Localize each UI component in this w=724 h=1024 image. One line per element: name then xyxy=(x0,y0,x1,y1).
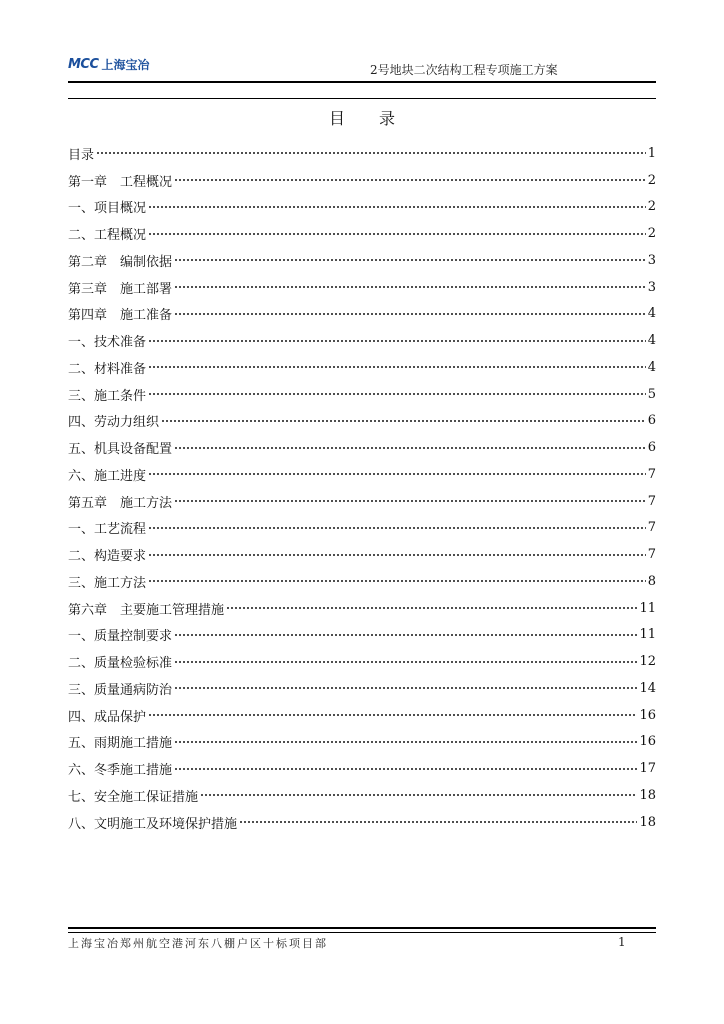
toc-entry-page: 14 xyxy=(639,680,656,696)
toc-dot-leader xyxy=(226,606,637,610)
toc-entry-page: 12 xyxy=(639,654,656,670)
toc-entry-label: 第五章 施工方法 xyxy=(68,495,173,511)
toc-entry-label: 三、质量通病防治 xyxy=(68,682,173,698)
toc-entry[interactable] xyxy=(68,595,656,622)
toc-dot-leader xyxy=(174,312,646,316)
toc-entry[interactable] xyxy=(68,381,656,408)
toc-entry-page: 3 xyxy=(647,279,656,295)
toc-entry-label: 一、项目概况 xyxy=(68,201,147,217)
toc-dot-leader xyxy=(148,526,646,530)
header-rule-thin xyxy=(68,98,656,99)
toc-dot-leader xyxy=(148,232,646,236)
footer-rule-thick xyxy=(68,927,656,929)
toc-dot-leader xyxy=(148,553,646,557)
toc-dot-leader xyxy=(174,258,646,262)
toc-dot-leader xyxy=(174,285,646,289)
toc-heading: 目录 xyxy=(328,109,429,128)
toc-entry-label: 五、雨期施工措施 xyxy=(68,736,173,752)
toc-entry[interactable] xyxy=(68,220,656,247)
toc-entry[interactable] xyxy=(68,702,656,729)
toc-entry-label: 二、质量检验标准 xyxy=(68,656,173,672)
toc-entry-page: 6 xyxy=(647,440,656,456)
toc-entry[interactable] xyxy=(68,755,656,782)
toc-dot-leader xyxy=(148,713,637,717)
toc-dot-leader xyxy=(148,392,646,396)
toc-dot-leader xyxy=(148,472,646,476)
toc-entry-label: 第二章 编制依据 xyxy=(68,254,173,270)
toc-entry-page: 18 xyxy=(639,814,656,830)
toc-entry[interactable] xyxy=(68,354,656,381)
toc-dot-leader xyxy=(174,767,637,771)
toc-entry[interactable] xyxy=(68,247,656,274)
toc-entry-label: 第四章 施工准备 xyxy=(68,308,173,324)
footer-rule-thin xyxy=(68,932,656,933)
toc-dot-leader xyxy=(174,740,637,744)
toc-entry[interactable] xyxy=(68,488,656,515)
toc-entry-page: 16 xyxy=(639,707,656,723)
toc-entry[interactable] xyxy=(68,327,656,354)
toc-entry-label: 二、构造要求 xyxy=(68,549,147,565)
footer-page-number: 1 xyxy=(618,935,626,949)
toc-entry-label: 二、工程概况 xyxy=(68,228,147,244)
toc-entry-label: 三、施工方法 xyxy=(68,575,147,591)
toc-entry-page: 4 xyxy=(647,306,656,322)
toc-entry[interactable] xyxy=(68,140,656,167)
toc-entry-label: 六、冬季施工措施 xyxy=(68,763,173,779)
toc-entry-page: 8 xyxy=(647,573,656,589)
toc-entry-page: 7 xyxy=(647,520,656,536)
toc-entry-label: 第三章 施工部署 xyxy=(68,281,173,297)
toc-entry-page: 3 xyxy=(647,252,656,268)
toc-dot-leader xyxy=(148,365,646,369)
toc-entry[interactable] xyxy=(68,809,656,836)
toc-entry-page: 6 xyxy=(647,413,656,429)
toc-entry[interactable] xyxy=(68,167,656,194)
toc-entry[interactable] xyxy=(68,648,656,675)
toc-entry-page: 2 xyxy=(647,226,656,242)
toc-entry[interactable] xyxy=(68,408,656,435)
toc-dot-leader xyxy=(148,339,646,343)
toc-entry-label: 一、技术准备 xyxy=(68,335,147,351)
toc-entry[interactable] xyxy=(68,515,656,542)
toc-entry-page: 7 xyxy=(647,547,656,563)
toc-entry-label: 一、工艺流程 xyxy=(68,522,147,538)
toc-entry-label: 四、劳动力组织 xyxy=(68,415,160,431)
toc-entry[interactable] xyxy=(68,541,656,568)
toc-dot-leader xyxy=(239,820,637,824)
toc-entry-page: 18 xyxy=(639,787,656,803)
toc-entry-page: 11 xyxy=(639,600,656,616)
toc-entry-label: 五、机具设备配置 xyxy=(68,442,173,458)
toc-entry[interactable] xyxy=(68,675,656,702)
toc-entry-page: 16 xyxy=(639,734,656,750)
toc-entry-page: 1 xyxy=(647,145,656,161)
toc-entry[interactable] xyxy=(68,461,656,488)
toc-entry[interactable] xyxy=(68,729,656,756)
toc-entry-label: 第六章 主要施工管理措施 xyxy=(68,602,225,618)
toc-entry-page: 4 xyxy=(647,333,656,349)
toc-entry-label: 七、安全施工保证措施 xyxy=(68,789,199,805)
toc-dot-leader xyxy=(174,686,637,690)
toc-entry-page: 11 xyxy=(639,627,656,643)
toc-dot-leader xyxy=(174,178,646,182)
toc-entry-page: 7 xyxy=(647,493,656,509)
toc-dot-leader xyxy=(174,633,637,637)
toc-dot-leader xyxy=(148,205,646,209)
toc-entry[interactable] xyxy=(68,622,656,649)
toc-entry-label: 六、施工进度 xyxy=(68,468,147,484)
toc-entry-label: 二、材料准备 xyxy=(68,361,147,377)
toc-entry[interactable] xyxy=(68,194,656,221)
toc-dot-leader xyxy=(96,151,646,155)
toc-entry[interactable] xyxy=(68,782,656,809)
document-header-title: 2号地块二次结构工程专项施工方案 xyxy=(370,63,558,77)
toc-dot-leader xyxy=(174,499,646,503)
toc-entry-label: 三、施工条件 xyxy=(68,388,147,404)
toc-dot-leader xyxy=(161,419,646,423)
header-rule-thick xyxy=(68,81,656,83)
toc-entry-label: 四、成品保护 xyxy=(68,709,147,725)
toc-entry-page: 4 xyxy=(647,359,656,375)
toc-entry-page: 2 xyxy=(647,199,656,215)
toc-entry-page: 7 xyxy=(647,466,656,482)
toc-dot-leader xyxy=(174,660,637,664)
toc-entry[interactable] xyxy=(68,568,656,595)
toc-entry-label: 一、质量控制要求 xyxy=(68,629,173,645)
toc-entry-label: 第一章 工程概况 xyxy=(68,174,173,190)
table-of-contents xyxy=(68,140,656,836)
logo-text: 上海宝冶 xyxy=(101,57,150,72)
toc-entry-page: 5 xyxy=(647,386,656,402)
logo-mark: MCC xyxy=(68,56,99,72)
toc-entry-label: 八、文明施工及环境保护措施 xyxy=(68,816,238,832)
toc-entry[interactable] xyxy=(68,434,656,461)
toc-entry-page: 17 xyxy=(639,761,656,777)
toc-dot-leader xyxy=(148,579,646,583)
footer-project-name: 上海宝冶郑州航空港河东八棚户区十标项目部 xyxy=(68,937,328,950)
company-logo xyxy=(68,54,150,74)
toc-entry-label: 目录 xyxy=(68,147,95,163)
toc-entry[interactable] xyxy=(68,274,656,301)
toc-entry[interactable] xyxy=(68,301,656,328)
toc-dot-leader xyxy=(200,793,637,797)
toc-entry-page: 2 xyxy=(647,172,656,188)
toc-dot-leader xyxy=(174,446,646,450)
